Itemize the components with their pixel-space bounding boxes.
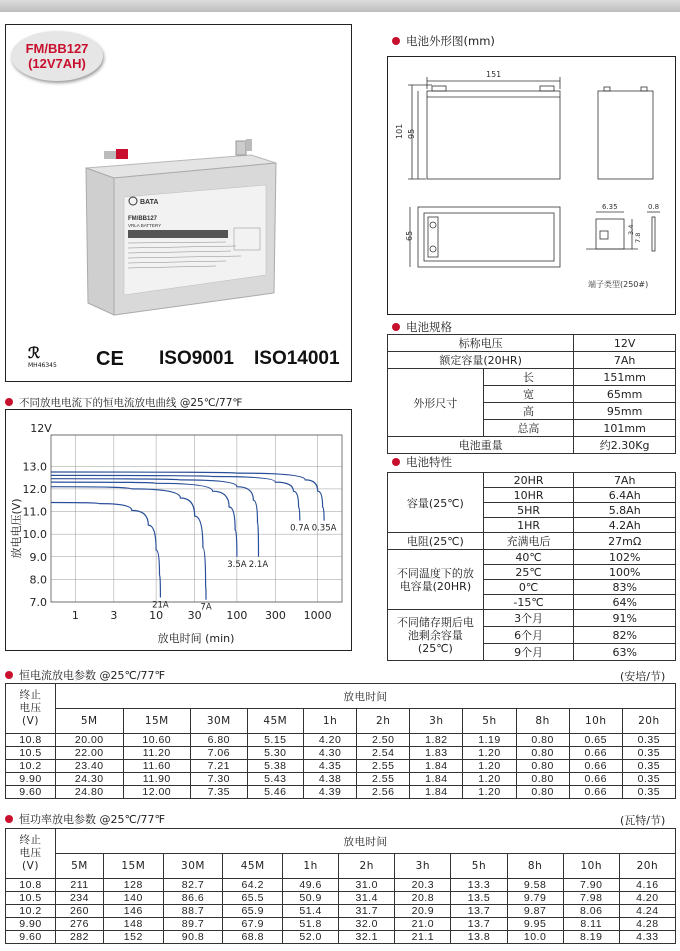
table-cell: 11.90 [123,773,191,786]
col-header: 20h [622,709,675,734]
spec-title-text: 电池规格 [406,320,452,334]
time-header: 放电时间 [56,684,676,709]
table-cell: 140 [103,892,163,905]
table-row [6,786,676,799]
battery-brand: BATA [140,199,159,206]
table-cell: 4.30 [304,747,357,760]
table-cell: 13.7 [451,905,507,918]
char-value: 7Ah [574,473,676,488]
character-title-text: 电池特性 [406,455,452,469]
spec-label: 标称电压 [388,335,574,352]
iso9001-logo: ISO9001 [159,348,234,369]
temp-label: 不同温度下的放电容量(20HR) [388,550,484,610]
table-cell: 9.90 [6,918,56,931]
char-value: 5.8Ah [574,503,676,518]
table-cell: 1.83 [410,747,463,760]
curve-title-text: 不同放电电流下的恒电流放电曲线 @25℃/77℉ [19,397,243,409]
res-label: 电阻(25℃) [388,533,484,550]
table-cell: 211 [56,879,104,892]
table-cell: 31.4 [339,892,395,905]
table-cell: 4.33 [619,931,675,944]
table-cell: 89.7 [163,918,223,931]
dim-term1: 6.35 [602,203,618,211]
table-cell: 68.8 [223,931,283,944]
row-header: 终止电压(V) [6,684,56,734]
table-cell: 0.35 [622,773,675,786]
char-key: 9个月 [483,644,574,661]
series-line-7A [51,487,206,600]
table-row [6,747,676,760]
character-table [387,472,676,661]
char-value: 27mΩ [574,533,676,550]
dim-length: 151 [486,70,502,79]
table-cell: 0.66 [569,747,622,760]
table-cell: 0.66 [569,786,622,799]
y-tick-label: 8.0 [29,573,47,587]
col-header: 10h [569,709,622,734]
table-cell: 20.00 [56,734,124,747]
char-key: 3个月 [483,610,574,627]
table-row [6,892,676,905]
table-cell: 0.35 [622,734,675,747]
table-cell: 21.0 [395,918,451,931]
spec-title [392,319,452,335]
col-header: 3h [395,854,451,879]
x-tick-label: 100 [226,609,248,622]
char-value: 100% [574,565,676,580]
series-label: 0.7A [290,523,310,534]
model-name: FM/BB127 [25,41,89,56]
table-cell: 5.46 [247,786,304,799]
curve-title [5,395,242,410]
table-cell: 90.8 [163,931,223,944]
table-cell: 51.8 [283,918,339,931]
table-cell: 0.80 [516,773,569,786]
col-header: 8h [507,854,563,879]
table-cell: 4.39 [304,786,357,799]
table-cell: 0.65 [569,734,622,747]
y-tick-label: 9.0 [29,550,47,564]
table-cell: 32.0 [339,918,395,931]
table-cell: 1.20 [463,786,516,799]
dim-term3: 7.8 [634,232,642,243]
dimension-drawing [388,57,675,314]
table-cell: 10.5 [6,892,56,905]
table-cell: 7.21 [191,760,248,773]
spec-value: 12V [574,335,676,352]
col-header: 2h [357,709,410,734]
table-cell: 4.35 [304,760,357,773]
spec-value: 101mm [574,420,676,437]
table-row [6,773,676,786]
y-tick-label: 10.0 [22,528,47,542]
table-cell: 0.66 [569,760,622,773]
y-tick-label: 13.0 [22,460,47,474]
discharge-chart [6,410,351,650]
table-cell: 10.2 [6,905,56,918]
table-cell: 2.54 [357,747,410,760]
table-cell: 260 [56,905,104,918]
table-cell: 2.55 [357,773,410,786]
table-cell: 0.80 [516,747,569,760]
char-key: 20HR [483,473,574,488]
table-cell: 5.38 [247,760,304,773]
table-cell: 31.0 [339,879,395,892]
cc-title [5,667,165,683]
table-cell: 152 [103,931,163,944]
char-key: 25℃ [483,565,574,580]
x-tick-label: 300 [264,609,286,622]
table-cell: 6.80 [191,734,248,747]
series-line-2_1A [51,479,259,557]
col-header: 5h [463,709,516,734]
cc-unit: (安培/节) [620,670,666,683]
table-cell: 0.35 [622,760,675,773]
battery-label-sub: VRLA BATTERY [128,223,162,228]
char-key: 10HR [483,488,574,503]
char-key: 充满电后 [483,533,574,550]
table-cell: 5.30 [247,747,304,760]
dimension-box [387,56,676,315]
table-cell: 11.20 [123,747,191,760]
weight-label: 电池重量 [388,437,574,454]
char-value: 82% [574,627,676,644]
table-cell: 7.98 [563,892,619,905]
dim-term4: 3.4 [627,224,635,235]
model-rating: (12V7AH) [28,56,86,71]
series-line-3_5A [51,482,237,557]
table-cell: 4.16 [619,879,675,892]
series-label: 2.1A [248,559,269,570]
table-cell: 2.56 [357,786,410,799]
top-bar [0,0,680,12]
cap-label: 容量(25℃) [388,473,484,533]
col-header: 20h [619,854,675,879]
cc-table [5,683,676,799]
table-cell: 10.8 [6,879,56,892]
battery-label-model: FM/BB127 [128,216,158,222]
dim-term2: 0.8 [648,203,660,211]
product-box [5,24,352,382]
spec-label: 长 [483,369,574,386]
char-key: 40℃ [483,550,574,565]
x-tick-label: 30 [187,609,202,622]
table-cell: 24.30 [56,773,124,786]
table-cell: 0.80 [516,760,569,773]
ce-logo: CE [96,348,124,370]
char-value: 102% [574,550,676,565]
curve-box [5,409,352,651]
table-cell: 9.60 [6,931,56,944]
table-cell: 9.87 [507,905,563,918]
table-cell: 7.35 [191,786,248,799]
table-cell: 64.2 [223,879,283,892]
table-cell: 22.00 [56,747,124,760]
model-badge [11,31,103,81]
col-header: 5M [56,854,104,879]
x-tick-label: 10 [149,609,164,622]
spec-label: 宽 [483,386,574,403]
table-cell: 13.5 [451,892,507,905]
table-cell: 65.5 [223,892,283,905]
table-row [6,734,676,747]
table-cell: 1.82 [410,734,463,747]
series-label: 3.5A [227,559,247,570]
char-key: -15℃ [483,595,574,610]
table-cell: 148 [103,918,163,931]
table-cell: 65.9 [223,905,283,918]
table-cell: 9.60 [6,786,56,799]
col-header: 5M [56,709,124,734]
char-value: 63% [574,644,676,661]
table-cell: 2.55 [357,760,410,773]
spec-label: 额定容量(20HR) [388,352,574,369]
col-header: 30M [163,854,223,879]
spec-value: 65mm [574,386,676,403]
spec-value: 7Ah [574,352,676,369]
y-top-label: 12V [30,422,52,435]
col-header: 45M [247,709,304,734]
table-cell: 2.50 [357,734,410,747]
table-cell: 0.80 [516,786,569,799]
table-cell: 234 [56,892,104,905]
table-cell: 88.7 [163,905,223,918]
table-cell: 1.84 [410,760,463,773]
y-tick-label: 11.0 [22,505,47,519]
table-cell: 51.4 [283,905,339,918]
char-key: 1HR [483,518,574,533]
table-cell: 31.7 [339,905,395,918]
store-label: 不同储存期后电池剩余容量(25℃) [388,610,484,661]
x-tick-label: 1000 [303,609,332,622]
table-cell: 128 [103,879,163,892]
series-line-21A [51,503,160,598]
row-header: 终止电压(V) [6,829,56,879]
dimension-title-text: 电池外形图(mm) [406,34,495,48]
table-cell: 20.8 [395,892,451,905]
dimension-title [392,33,495,49]
table-cell: 276 [56,918,104,931]
table-cell: 32.1 [339,931,395,944]
col-header: 3h [410,709,463,734]
table-cell: 9.95 [507,918,563,931]
table-cell: 10.0 [507,931,563,944]
table-cell: 20.3 [395,879,451,892]
table-cell: 0.35 [622,786,675,799]
ul-code: MH46345 [28,362,57,369]
spec-label: 高 [483,403,574,420]
table-cell: 8.11 [563,918,619,931]
table-cell: 67.9 [223,918,283,931]
time-header: 放电时间 [56,829,676,854]
table-cell: 11.60 [123,760,191,773]
col-header: 1h [304,709,357,734]
weight-value: 约2.30Kg [574,437,676,454]
table-cell: 1.20 [463,747,516,760]
y-tick-label: 7.0 [29,596,47,609]
table-cell: 4.38 [304,773,357,786]
table-cell: 21.1 [395,931,451,944]
table-cell: 7.90 [563,879,619,892]
table-cell: 4.24 [619,905,675,918]
table-cell: 49.6 [283,879,339,892]
char-value: 6.4Ah [574,488,676,503]
table-cell: 146 [103,905,163,918]
table-cell: 10.5 [6,747,56,760]
table-cell: 52.0 [283,931,339,944]
x-tick-label: 3 [110,609,118,622]
terminal-label: 端子类型(250#) [588,280,649,289]
spec-value: 151mm [574,369,676,386]
table-cell: 10.60 [123,734,191,747]
table-cell: 1.20 [463,760,516,773]
table-cell: 10.2 [6,760,56,773]
series-label: 0.35A [311,523,337,534]
y-tick-label: 12.0 [22,482,47,496]
table-cell: 20.9 [395,905,451,918]
char-value: 83% [574,580,676,595]
table-cell: 24.80 [56,786,124,799]
table-cell: 50.9 [283,892,339,905]
spec-table [387,334,676,454]
col-header: 5h [451,854,507,879]
cp-unit: (瓦特/节) [620,814,666,827]
col-header: 15M [103,854,163,879]
series-label: 21A [152,600,169,611]
dim-width: 65 [405,230,414,241]
col-header: 15M [123,709,191,734]
table-row [6,905,676,918]
spec-label: 总高 [483,420,574,437]
table-cell: 5.15 [247,734,304,747]
table-cell: 4.20 [304,734,357,747]
table-cell: 13.7 [451,918,507,931]
col-header: 45M [223,854,283,879]
table-row [6,879,676,892]
dim-height2: 95 [407,128,416,139]
char-value: 91% [574,610,676,627]
table-cell: 9.90 [6,773,56,786]
y-axis-label: 放电电压(V) [10,498,23,559]
table-cell: 82.7 [163,879,223,892]
table-cell: 8.19 [563,931,619,944]
col-header: 2h [339,854,395,879]
table-cell: 7.30 [191,773,248,786]
table-cell: 1.84 [410,773,463,786]
table-cell: 13.8 [451,931,507,944]
cp-title [5,811,165,827]
table-cell: 4.20 [619,892,675,905]
table-cell: 7.06 [191,747,248,760]
col-header: 8h [516,709,569,734]
table-cell: 12.00 [123,786,191,799]
char-key: 6个月 [483,627,574,644]
table-cell: 9.79 [507,892,563,905]
char-key: 5HR [483,503,574,518]
series-label: 7A [200,602,212,613]
table-cell: 0.80 [516,734,569,747]
table-cell: 8.06 [563,905,619,918]
char-value: 64% [574,595,676,610]
table-cell: 1.19 [463,734,516,747]
table-cell: 23.40 [56,760,124,773]
table-row [6,931,676,944]
table-cell: 282 [56,931,104,944]
table-cell: 10.8 [6,734,56,747]
battery-image [76,133,281,323]
cc-title-text: 恒电流放电参数 @25℃/77℉ [19,669,166,682]
dim-height1: 101 [395,123,404,139]
size-label: 外形尺寸 [388,369,484,437]
table-cell: 5.43 [247,773,304,786]
table-cell: 0.66 [569,773,622,786]
col-header: 30M [191,709,248,734]
char-value: 4.2Ah [574,518,676,533]
table-cell: 0.35 [622,747,675,760]
table-cell: 1.20 [463,773,516,786]
x-axis-label: 放电时间 (min) [157,632,235,645]
x-tick-label: 1 [71,609,79,622]
char-key: 0℃ [483,580,574,595]
table-row [6,760,676,773]
spec-value: 95mm [574,403,676,420]
cp-title-text: 恒功率放电参数 @25℃/77℉ [19,813,166,826]
cp-table [5,828,676,944]
col-header: 10h [563,854,619,879]
col-header: 1h [283,854,339,879]
table-cell: 4.28 [619,918,675,931]
character-title [392,454,452,470]
plot-frame [51,435,342,602]
table-cell: 1.84 [410,786,463,799]
table-row [6,918,676,931]
iso14001-logo: ISO14001 [254,348,340,369]
table-cell: 13.3 [451,879,507,892]
ul-logo: ℛ MH46345 [28,347,60,375]
table-cell: 9.58 [507,879,563,892]
table-cell: 86.6 [163,892,223,905]
